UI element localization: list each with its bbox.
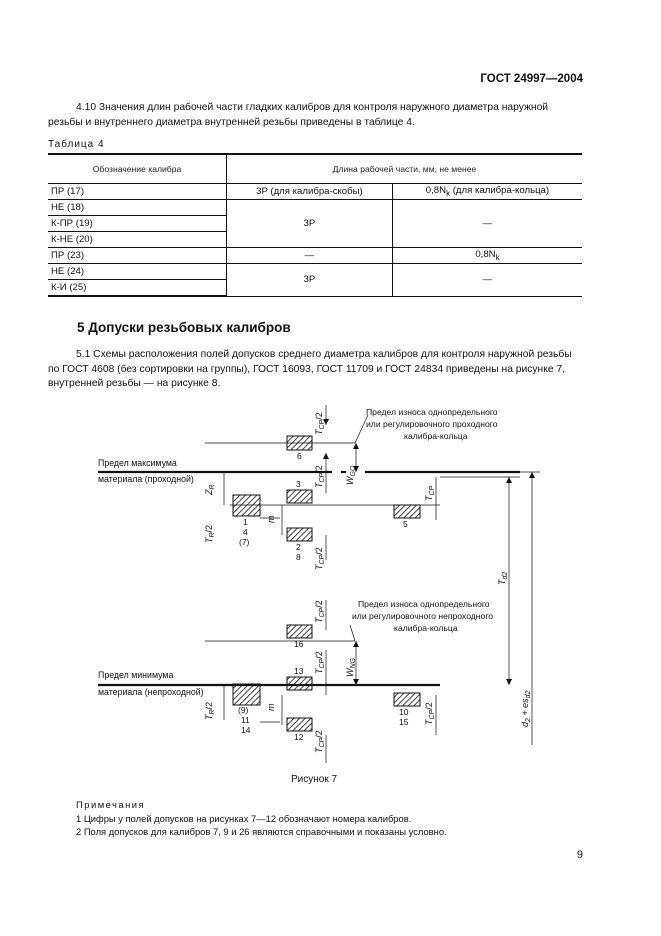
subheader-clamp-text: 3P (для калибра-скобы) [256, 186, 363, 197]
field-number: 14 [241, 725, 251, 735]
min-label-1: Предел минимума [98, 670, 174, 680]
table-cell-value: — [392, 200, 582, 248]
tolerance-field-6 [287, 436, 312, 450]
tcp-label: $T_{CP}/2$ [314, 547, 326, 570]
tolerance-field-12 [287, 718, 312, 731]
field-number: 16 [294, 639, 304, 649]
d2-es-label: $d_2 + es_{d2}$ [520, 690, 532, 727]
tcp-label: $T_{CP}/2$ [314, 465, 326, 488]
tcp-label: $T_{CP}/2$ [314, 600, 326, 623]
tolerance-diagram [0, 395, 661, 770]
wear-top-2: или регулировочного проходного [366, 419, 498, 429]
note-2: 2 Поля допусков для калибров 7, 9 и 26 являются справочными и показаны условно. [76, 826, 447, 837]
table-row-label: К-НЕ (20) [48, 232, 227, 248]
table-row-label: ПР (17) [48, 184, 227, 200]
tcp-label: $T_{CP}/2$ [424, 702, 436, 725]
field-number: 1 [243, 517, 248, 527]
field-number: 12 [294, 732, 304, 742]
tolerance-field-5 [394, 505, 420, 518]
tcp-label: $T_{CP}/2$ [314, 651, 326, 674]
table-cell-value [392, 248, 582, 264]
tolerance-field-16 [287, 625, 312, 638]
notes-title: Примечания [76, 799, 146, 810]
min-label-2: материала (непроходной) [98, 687, 204, 697]
tolerance-field-13 [287, 677, 312, 690]
tr-label: $T_R/2$ [204, 701, 216, 720]
table-row-label: К-ПР (19) [48, 216, 227, 232]
paragraph-4-10: 4.10 Значения длин рабочей части гладких калибров для контроля наружного диаметра наружной резьбы и внутреннего диаметра внутренней резьбы приведены в таблице 4. [48, 102, 549, 128]
td2-label: $T_{d2}$ [497, 571, 509, 585]
m-label: m [266, 703, 276, 711]
wear-bottom-3: калибра-кольца [394, 623, 458, 633]
cell-08-sub: k [495, 252, 500, 262]
tolerance-field-2 [287, 528, 312, 541]
wear-top-3: калибра-кольца [404, 431, 468, 441]
table-row-label: НЕ (18) [48, 200, 227, 216]
field-number: 5 [403, 519, 408, 529]
tolerance-field-1 [233, 495, 260, 516]
tolerance-field-3 [287, 490, 312, 503]
field-number: 8 [296, 552, 301, 562]
note-1: 1 Цифры у полей допусков на рисунках 7—12 обозначают номера калибров. [76, 812, 412, 824]
wear-bottom-2: или регулировочного непроходного [352, 611, 494, 621]
wgo-label: $W_{GO}$ [345, 465, 357, 485]
max-label-1: Предел максимума [98, 458, 177, 468]
subheader-ring-tail: (для калибра-кольца) [450, 185, 550, 197]
table-cell-value: 3P [227, 264, 393, 297]
table-cell-value: — [227, 248, 393, 264]
tr-label: $T_R/2$ [204, 524, 216, 543]
table-subheader-clamp [227, 184, 393, 200]
table-cell-value: 3P [227, 200, 393, 248]
field-number: 2 [296, 542, 301, 552]
paragraph-5-1: 5.1 Схемы расположения полей допусков среднего диаметра калибров для контроля наружной резьбы по ГОСТ 4608 (без сортировки на группы), ГОСТ 16093, ГОСТ 11709 и ГОСТ 24834 приведены на рисунке 7, внутренней резьбы — на рисунке 8. [48, 349, 572, 389]
wear-bottom-1: Предел износа однопредельного [358, 599, 490, 609]
table-4 [48, 153, 582, 297]
standard-number: ГОСТ 24997—2004 [480, 73, 583, 85]
tolerance-field-9 [233, 684, 260, 705]
section-title: 5 Допуски резьбовых калибров [77, 320, 291, 335]
field-number: 15 [399, 717, 409, 727]
field-number: 3 [296, 479, 301, 489]
notes [76, 798, 447, 839]
table-header-designation: Обозначение калибра [48, 154, 227, 184]
max-label-2: материала (проходной) [98, 474, 194, 484]
table-row-label: К-И (25) [48, 280, 227, 297]
table-row-label: НЕ (24) [48, 264, 227, 280]
field-number: (7) [239, 537, 250, 547]
table-header-length: Длина рабочей части, мм, не менее [227, 154, 583, 184]
tcp-label: $T_{CP}/2$ [314, 730, 326, 753]
zr-label: $Z_R$ [204, 484, 216, 495]
table-cell-value: — [392, 264, 582, 297]
figure-caption: Рисунок 7 [291, 774, 338, 785]
field-number: 10 [399, 707, 409, 717]
tolerance-field-10 [394, 693, 420, 706]
wear-top-1: Предел износа однопредельного [366, 407, 498, 417]
subheader-ring-text: 0,8N [425, 185, 447, 197]
subheader-ring-sub: k [446, 188, 451, 198]
page-number: 9 [576, 849, 583, 861]
field-number: 13 [294, 666, 304, 676]
field-number: 11 [241, 715, 250, 725]
field-number: 6 [297, 451, 302, 461]
table-row-label: ПР (23) [48, 248, 227, 264]
m-label: m [266, 515, 276, 523]
field-number: 4 [243, 527, 248, 537]
field-number: (9) [238, 705, 249, 715]
tcp-label: $T_{CP}$ [424, 485, 436, 501]
wng-label: $W_{NG}$ [345, 658, 357, 677]
table-caption: Таблица 4 [48, 139, 105, 150]
cell-08-text: 0,8N [475, 249, 496, 261]
tcp-label: $T_{CP}/2$ [314, 412, 326, 435]
table-subheader-ring [392, 184, 582, 200]
